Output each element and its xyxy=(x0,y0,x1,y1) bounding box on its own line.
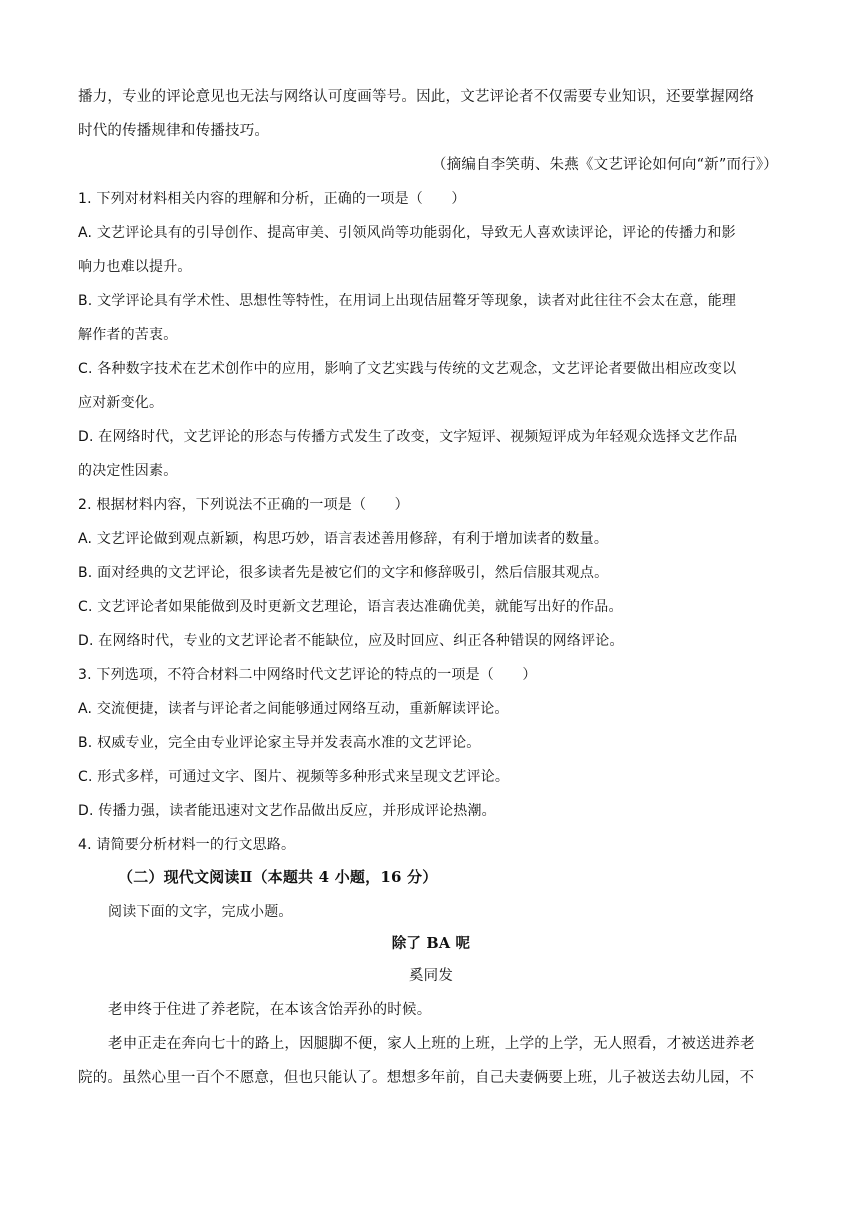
question-2-option-b: B. 面对经典的文艺评论，很多读者先是被它们的文字和修辞吸引，然后信服其观点。 xyxy=(78,565,609,581)
section-heading: （二）现代文阅读Ⅱ（本题共 4 小题，16 分） xyxy=(118,868,438,886)
question-1-option-a: A. 文艺评论具有的引导创作、提高审美、引领风尚等功能弱化，导致无人喜欢读评论，评论的传播力和影 xyxy=(78,225,736,241)
reading-instruction: 阅读下面的文字，完成小题。 xyxy=(108,904,293,920)
question-3-stem: 3. 下列选项，不符合材料二中网络时代文艺评论的特点的一项是（ ） xyxy=(78,667,537,683)
passage-line: 时代的传播规律和传播技巧。 xyxy=(78,123,270,139)
question-1-option-a-cont: 响力也难以提升。 xyxy=(78,259,192,275)
story-author: 奚同发 xyxy=(408,968,454,984)
question-1-stem: 1. 下列对材料相关内容的理解和分析，正确的一项是（ ） xyxy=(78,191,466,207)
question-1-option-c: C. 各种数字技术在艺术创作中的应用，影响了文艺实践与传统的文艺观念，文艺评论者要做出相应改变以 xyxy=(78,361,737,377)
question-1-option-d: D. 在网络时代，文艺评论的形态与传播方式发生了改变，文字短评、视频短评成为年轻观众选择文艺作品 xyxy=(78,429,738,445)
story-paragraph: 老申正走在奔向七十的路上，因腿脚不便，家人上班的上班，上学的上学，无人照看，才被送进养老 xyxy=(108,1036,755,1052)
story-paragraph: 老申终于住进了养老院，在本该含饴弄孙的时候。 xyxy=(108,1002,432,1018)
question-1-option-d-cont: 的决定性因素。 xyxy=(78,463,178,479)
question-3-option-d: D. 传播力强，读者能迅速对文艺作品做出反应，并形成评论热潮。 xyxy=(78,803,496,819)
question-1-option-b-cont: 解作者的苦衷。 xyxy=(78,327,178,343)
question-2-option-c: C. 文艺评论者如果能做到及时更新文艺理论，语言表达准确优美，就能写出好的作品。 xyxy=(78,599,623,615)
question-2-stem: 2. 根据材料内容，下列说法不正确的一项是（ ） xyxy=(78,497,409,513)
question-2-option-d: D. 在网络时代，专业的文艺评论者不能缺位，应及时回应、纠正各种错误的网络评论。 xyxy=(78,633,624,649)
story-paragraph-cont: 院的。虽然心里一百个不愿意，但也只能认了。想想多年前，自己夫妻俩要上班，儿子被送去幼儿园，不 xyxy=(78,1070,755,1086)
passage-line: 播力，专业的评论意见也无法与网络认可度画等号。因此，文艺评论者不仅需要专业知识，还要掌握网络 xyxy=(78,89,755,105)
question-3-option-c: C. 形式多样，可通过文字、图片、视频等多种形式来呈现文艺评论。 xyxy=(78,769,510,785)
source-citation: （摘编自李笑萌、朱燕《文艺评论如何向“新”而行》） xyxy=(431,157,778,173)
question-4-stem: 4. 请简要分析材料一的行文思路。 xyxy=(78,837,296,853)
story-title: 除了 BA 呢 xyxy=(391,935,471,952)
question-3-option-a: A. 交流便捷，读者与评论者之间能够通过网络互动，重新解读评论。 xyxy=(78,701,509,717)
question-1-option-b: B. 文学评论具有学术性、思想性等特性，在用词上出现佶屈聱牙等现象，读者对此往往不会太在意，能理 xyxy=(78,293,737,309)
question-3-option-b: B. 权威专业，完全由专业评论家主导并发表高水准的文艺评论。 xyxy=(78,735,481,751)
question-1-option-c-cont: 应对新变化。 xyxy=(78,395,164,411)
question-2-option-a: A. 文艺评论做到观点新颖，构思巧妙，语言表述善用修辞，有利于增加读者的数量。 xyxy=(78,531,609,547)
